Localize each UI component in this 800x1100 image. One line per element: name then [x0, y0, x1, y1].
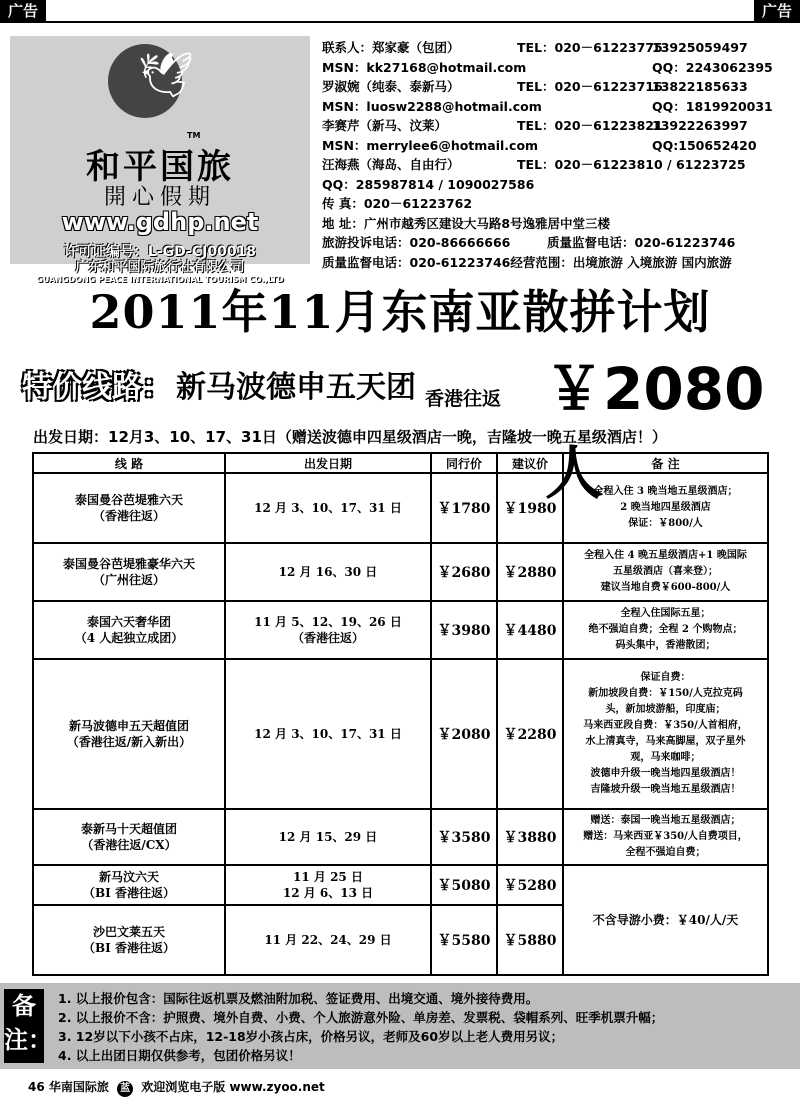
route-cell-line: 泰国曼谷芭堤雅豪华六天: [62, 557, 195, 571]
ad-tag-left: 广告: [0, 0, 46, 22]
peer-price-cell: ￥3580: [431, 809, 497, 865]
special-route-sub: 香港往返: [425, 388, 502, 410]
dates-cell-line: 12 月 3、10、17、31 日: [254, 727, 402, 741]
dates-cell: [225, 905, 431, 975]
note-cell-line: 码头集中，香港散团；: [615, 640, 716, 651]
contact-label: 旅游投诉电话：020-86666666: [322, 235, 511, 250]
website-link[interactable]: www.gdhp.net: [61, 208, 259, 236]
contact-label: 罗淑婉（纯泰、泰新马）: [322, 79, 460, 94]
suggest-price-cell: ￥5880: [497, 905, 563, 975]
special-price: ￥2080人: [545, 355, 765, 507]
contact-extra: QQ：1819920031: [652, 98, 773, 114]
brand-slogan: 開心假期: [103, 185, 216, 210]
contact-row: [322, 194, 792, 214]
contact-extra: QQ：2243062395: [652, 59, 773, 75]
peer-price-cell: ￥2080: [431, 659, 497, 809]
company-logo-block: [10, 36, 310, 284]
note-cell-line: 新加坡段自费：￥150/人克拉克码: [588, 688, 743, 699]
contact-row: [322, 77, 792, 97]
route-cell-line: 泰新马十天超值团: [80, 822, 177, 836]
page-number: 46: [28, 1080, 45, 1094]
merged-note-cell: 不含导游小费：￥40/人/天: [563, 865, 768, 975]
contact-row: [322, 116, 792, 136]
contact-row: [322, 214, 792, 234]
trademark-mark: TM: [187, 131, 201, 140]
suggest-price-cell: ￥2880: [497, 543, 563, 601]
footer-website[interactable]: 欢迎浏览电子版 www.zyoo.net: [141, 1080, 325, 1094]
route-cell-line: 泰国曼谷芭堤雅六天: [74, 493, 183, 507]
dates-cell-line: （香港往返）: [291, 631, 364, 645]
contact-row: [322, 253, 792, 273]
dates-cell-line: 12 月 6、13 日: [282, 886, 374, 900]
route-cell: [33, 809, 225, 865]
header-dates: 出发日期: [225, 453, 431, 473]
publication-name: 华南国际旅: [48, 1080, 109, 1094]
dates-cell: [225, 809, 431, 865]
note-cell-line: 波德申升级一晚当地四星级酒店！: [590, 768, 741, 779]
header-notes: 备 注: [563, 453, 768, 473]
note-cell-line: 保证自费：: [640, 672, 691, 683]
contact-label: MSN：kk27168@hotmail.com: [322, 59, 527, 75]
table-row: [33, 659, 768, 809]
table-row: [33, 473, 768, 543]
dates-cell-line: 12 月 15、29 日: [278, 830, 378, 844]
route-cell: [33, 659, 225, 809]
header-route: 线 路: [33, 453, 225, 473]
contact-label: QQ：285987814 / 1090027586: [322, 176, 535, 192]
table-row: [33, 601, 768, 659]
contact-extra: 13822185633: [652, 79, 748, 94]
note-cell-line: 赠送：泰国一晚当地五星级酒店；: [590, 815, 741, 826]
note-cell-line: 全程入住 3 晚当地五星级酒店；: [593, 486, 738, 497]
route-cell: [33, 601, 225, 659]
note-cell-line: 全程入住国际五星；: [620, 608, 711, 619]
note-item: 1. 以上报价包含：国际往返机票及燃油附加税、签证费用、出境交通、境外接待费用。: [58, 991, 539, 1006]
note-item: 2. 以上报价不含：护照费、境外自费、小费、个人旅游意外险、单房差、发票税、袋帽系列、旺季机票升幅；: [58, 1010, 664, 1025]
route-cell-line: 泰国六天奢华团: [86, 615, 171, 629]
contact-phone: TEL：020－61223810 / 61223725: [517, 157, 746, 172]
dates-cell: [225, 473, 431, 543]
note-cell-line: 2 晚当地四星级酒店: [620, 502, 711, 513]
contact-row: [322, 97, 792, 117]
note-cell: [563, 809, 768, 865]
note-cell-line: 头，新加坡游船，印度庙；: [605, 704, 726, 715]
route-cell-line: （香港往返/新入新出）: [66, 735, 192, 749]
table-row: [33, 809, 768, 865]
table-row: [33, 543, 768, 601]
contact-phone: TEL：020－61223716: [517, 79, 663, 94]
contact-row: [322, 155, 792, 175]
special-route: 新马波德申五天团: [176, 370, 416, 405]
contact-phone: TEL：020－61223821: [517, 118, 663, 133]
notes-mark: 备注：: [4, 989, 44, 1063]
contact-phone: 质量监督电话：020-61223746: [547, 235, 736, 250]
departure-dates: 出发日期：12月3、10、17、31日（赠送波德申四星级酒店一晚，吉隆坡一晚五星级酒店！）: [33, 428, 667, 446]
contact-list: [322, 38, 792, 272]
notes-list: [58, 989, 663, 1065]
contact-row: [322, 58, 792, 78]
dates-cell-line: 12 月 16、30 日: [278, 565, 378, 579]
note-cell: [563, 601, 768, 659]
route-cell: [33, 905, 225, 975]
route-cell-line: （香港往返）: [92, 509, 165, 523]
contact-label: 李赛芹（新马、汶莱）: [322, 118, 448, 133]
route-cell: [33, 473, 225, 543]
route-cell-line: （香港往返/CX）: [81, 838, 177, 852]
note-cell: [563, 473, 768, 543]
note-cell-line: 马来西亚段自费：￥350/人首相府，: [583, 720, 748, 731]
page-title: 2011年11月东南亚散拼计划: [89, 285, 711, 339]
page-footer: [28, 1078, 325, 1097]
contact-row: [322, 136, 792, 156]
note-item: 3. 12岁以下小孩不占床，12-18岁小孩占床，价格另议，老师及60岁以上老人费用另议；: [58, 1029, 564, 1044]
contact-label: 地 址：广州市越秀区建设大马路8号逸雅居中堂三楼: [322, 215, 611, 231]
notes-section: [0, 983, 800, 1069]
suggest-price-cell: ￥5280: [497, 865, 563, 905]
publication-badge-icon: 蓝: [117, 1081, 133, 1097]
contact-label: MSN：merrylee6@hotmail.com: [322, 137, 539, 153]
top-divider: [0, 21, 800, 23]
suggest-price-cell: ￥3880: [497, 809, 563, 865]
contact-label: 传 真：020－61223762: [322, 196, 473, 211]
brand-name: 和平国旅: [86, 147, 234, 187]
route-cell-line: （BI 香港往返）: [83, 941, 175, 955]
note-cell-line: 五星级酒店（喜来登）；: [613, 566, 718, 577]
route-cell-line: （4 人起独立成团）: [74, 631, 184, 645]
dates-cell-line: 12 月 3、10、17、31 日: [254, 501, 402, 515]
note-cell-line: 观，马来咖啡；: [630, 752, 701, 763]
dates-cell-line: 11 月 22、24、29 日: [264, 933, 392, 947]
ad-tag-right: 广告: [754, 0, 800, 22]
company-name-cn: 广东和平国际旅行社有限公司: [75, 260, 245, 275]
suggest-price-cell: ￥1980: [497, 473, 563, 543]
note-cell-line: 水上清真寺，马来高脚屋，双子星外: [585, 736, 746, 747]
note-item: 4. 以上出团日期仅供参考，包团价格另议！: [58, 1048, 301, 1063]
dove-icon: 🕊: [138, 50, 194, 101]
note-cell-line: 全程不强迫自费；: [625, 847, 706, 858]
dates-cell: [225, 659, 431, 809]
suggest-price-cell: ￥2280: [497, 659, 563, 809]
contact-label: MSN：luosw2288@hotmail.com: [322, 98, 542, 114]
license-number: 许可证编号：L-GD-CJ00018: [63, 244, 257, 260]
dates-cell-line: 11 月 25 日: [293, 870, 363, 884]
header-suggest-price: 建议价: [497, 453, 563, 473]
note-cell-line: 赠送：马来西亚￥350/人自费项目，: [583, 831, 748, 842]
peer-price-cell: ￥2680: [431, 543, 497, 601]
note-cell-line: 全程入住 4 晚五星级酒店+1 晚国际: [584, 550, 747, 561]
dates-cell: [225, 543, 431, 601]
peer-price-cell: ￥5080: [431, 865, 497, 905]
contact-extra: QQ:150652420: [652, 137, 757, 153]
route-cell-line: （广州往返）: [92, 573, 165, 587]
peer-price-cell: ￥3980: [431, 601, 497, 659]
table-row: [33, 865, 768, 905]
dates-cell: [225, 601, 431, 659]
suggest-price-cell: ￥4480: [497, 601, 563, 659]
company-name-en: GUANGDONG PEACE INTERNATIONAL TOURISM CO.,LTD: [36, 275, 284, 284]
route-cell-line: 沙巴文莱五天: [92, 925, 165, 939]
note-cell-line: 吉隆坡升级一晚当地五星级酒店！: [590, 784, 741, 795]
contact-label: 质量监督电话：020-61223746经营范围：出境旅游 入境旅游 国内旅游: [322, 254, 732, 270]
header-peer-price: 同行价: [431, 453, 497, 473]
contact-extra: 13925059497: [652, 40, 748, 55]
table-header-row: [33, 453, 768, 473]
dates-cell: [225, 865, 431, 905]
contact-label: 联系人：郑家豪（包团）: [322, 40, 460, 55]
contact-row: [322, 233, 792, 253]
route-cell: [33, 543, 225, 601]
route-cell-line: 新马汶六天: [98, 870, 159, 884]
peer-price-cell: ￥5580: [431, 905, 497, 975]
peer-price-cell: ￥1780: [431, 473, 497, 543]
route-cell: [33, 865, 225, 905]
note-cell-line: 保证：￥800/人: [628, 518, 703, 529]
note-cell: [563, 543, 768, 601]
special-label: 特价线路：: [22, 370, 172, 405]
note-cell-line: 绝不强迫自费；全程 2 个购物点；: [588, 624, 743, 635]
contact-label: 汪海燕（海岛、自由行）: [322, 157, 460, 172]
tour-table: [32, 452, 769, 976]
contact-row: [322, 175, 792, 195]
route-cell-line: （BI 香港往返）: [83, 886, 175, 900]
contact-phone: TEL：020－61223775: [517, 40, 663, 55]
note-cell: [563, 659, 768, 809]
contact-row: [322, 38, 792, 58]
contact-extra: 13922263997: [652, 118, 748, 133]
route-cell-line: 新马波德申五天超值团: [68, 719, 189, 733]
note-cell-line: 建议当地自费￥600-800/人: [600, 582, 731, 593]
dates-cell-line: 11 月 5、12、19、26 日: [254, 615, 402, 629]
